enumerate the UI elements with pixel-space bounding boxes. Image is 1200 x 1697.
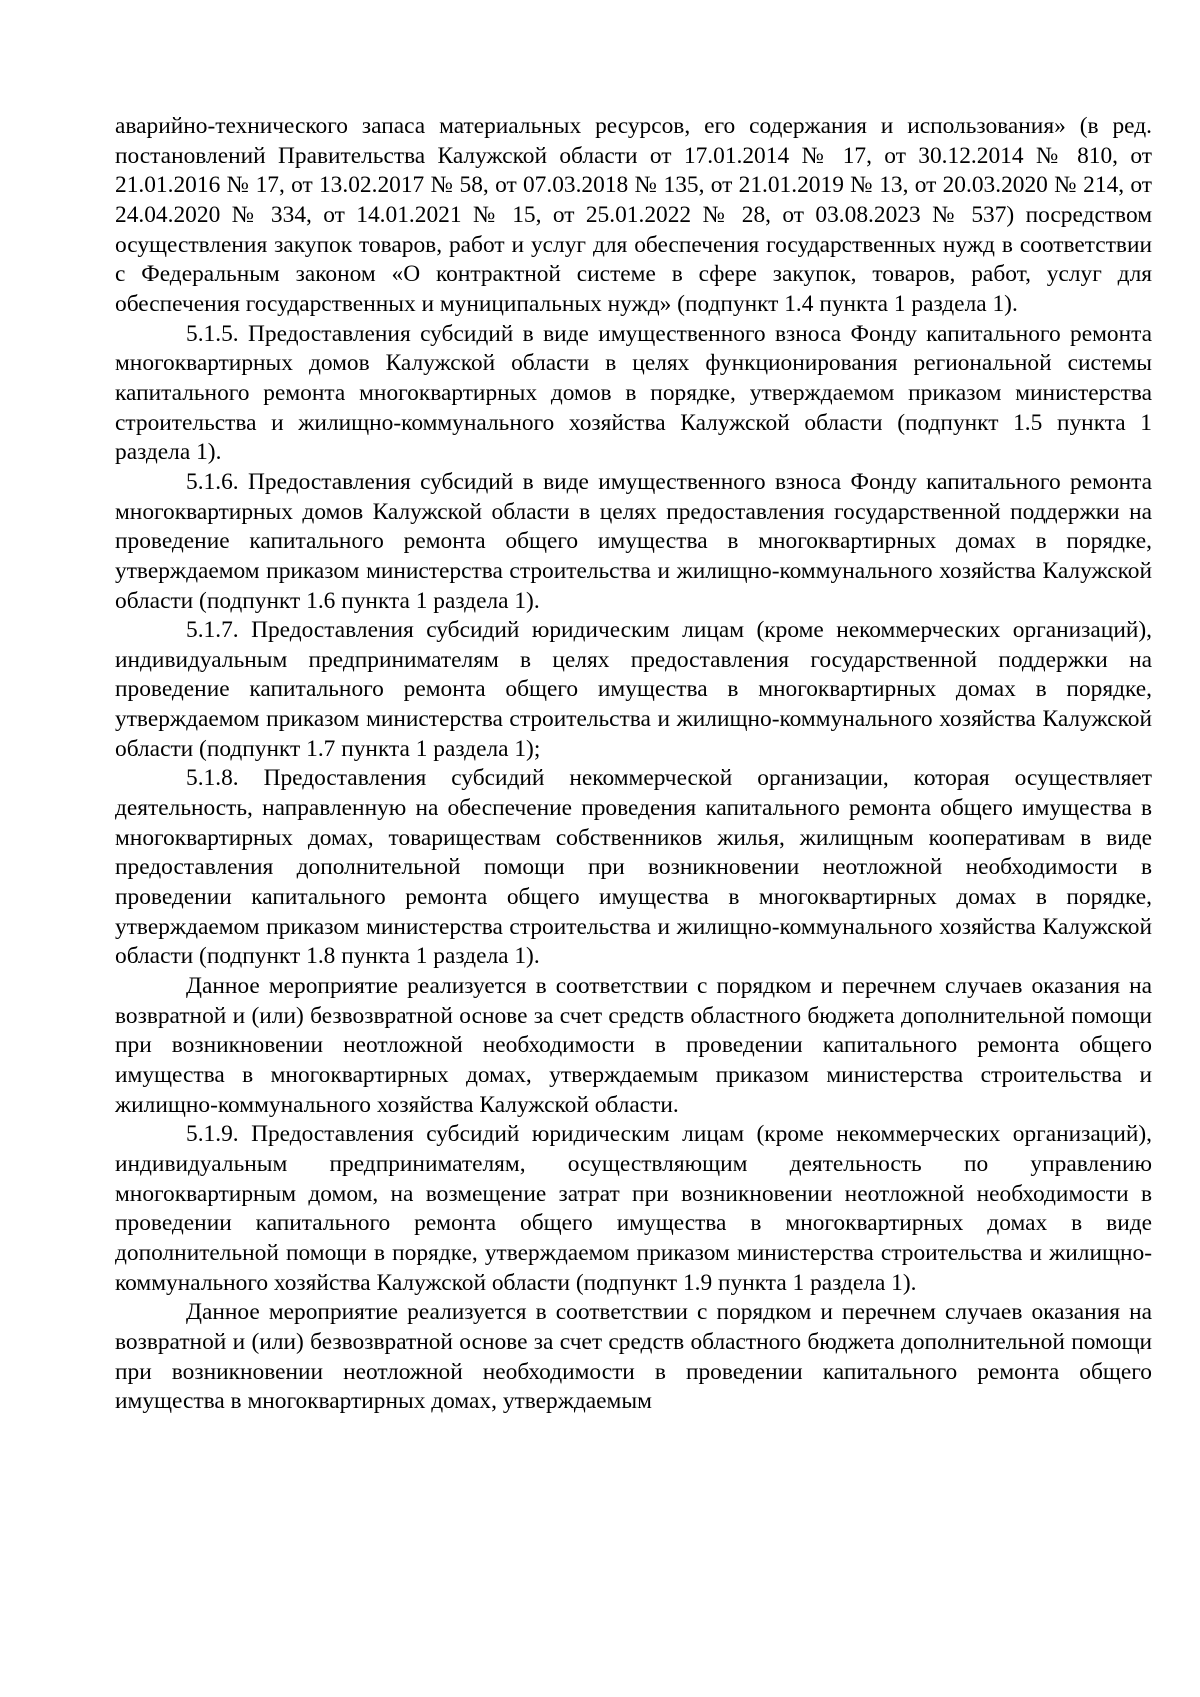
paragraph-5-1-6: 5.1.6. Предоставления субсидий в виде имущественного взноса Фонду капитального ремонта многоквартирных домов Калужской области в целях предоставления государственной поддержки на проведение капитального ремонта общего имущества в многоквартирных домах в порядке, утверждаемом приказом министерства строительства и жилищно-коммунального хозяйства Калужской области (подпункт 1.6 пункта 1 раздела 1). [115, 468, 1152, 614]
paragraph-5-1-8-note: Данное мероприятие реализуется в соответствии с порядком и перечнем случаев оказания на возвратной и (или) безвозвратной основе за счет средств областного бюджета дополнительной помощи при возникновении неотложной необходимости в проведении капитального ремонта общего имущества в многоквартирных домах, утверждаемым приказом министерства строительства и жилищно-коммунального хозяйства Калужской области. [115, 973, 1152, 1118]
paragraph-continuation-1-4: аварийно-технического запаса материальных ресурсов, его содержания и использования» (в ред. постановлений Правительства Калужской области от 17.01.2014 № 17, от 30.12.2014 № 810, от 21.01.2016 № 17, от 13.02.2017 № 58, от 07.03.2018 № 135, от 21.01.2019 № 13, от 20.03.2020 № 214, от 24.04.2020 № 334, от 14.01.2021 № 15, от 25.01.2022 № 28, от 03.08.2023 № 537) посредством осуществления закупок товаров, работ и услуг для обеспечения государственных нужд в соответствии с Федеральным законом «О контрактной системе в сфере закупок, товаров, работ, услуг для обеспечения государственных и муниципальных нужд» (подпункт 1.4 пункта 1 раздела 1). [115, 113, 1152, 317]
paragraph-5-1-9-note: Данное мероприятие реализуется в соответствии с порядком и перечнем случаев оказания на возвратной и (или) безвозвратной основе за счет средств областного бюджета дополнительной помощи при возникновении неотложной необходимости в проведении капитального ремонта общего имущества в многоквартирных домах, утверждаемым [115, 1299, 1152, 1415]
paragraph-5-1-8: 5.1.8. Предоставления субсидий некоммерческой организации, которая осуществляет деятельность, направленную на обеспечение проведения капитального ремонта общего имущества в многоквартирных домах, товариществам собственников жилья, жилищным кооперативам в виде предоставления дополнительной помощи при возникновении неотложной необходимости в проведении капитального ремонта общего имущества в многоквартирных домах в порядке, утверждаемом приказом министерства строительства и жилищно-коммунального хозяйства Калужской области (подпункт 1.8 пункта 1 раздела 1). [115, 765, 1152, 970]
paragraph-5-1-5: 5.1.5. Предоставления субсидий в виде имущественного взноса Фонду капитального ремонта многоквартирных домов Калужской области в целях функционирования региональной системы капитального ремонта многоквартирных домов в порядке, утверждаемом приказом министерства строительства и жилищно-коммунального хозяйства Калужской области (подпункт 1.5 пункта 1 раздела 1). [115, 320, 1152, 466]
document-page [115, 112, 1152, 1417]
paragraph-5-1-7: 5.1.7. Предоставления субсидий юридическим лицам (кроме некоммерческих организаций), индивидуальным предпринимателям в целях предоставления государственной поддержки на проведение капитального ремонта общего имущества в многоквартирных домах в порядке, утверждаемом приказом министерства строительства и жилищно-коммунального хозяйства Калужской области (подпункт 1.7 пункта 1 раздела 1); [115, 617, 1152, 762]
paragraph-5-1-9: 5.1.9. Предоставления субсидий юридическим лицам (кроме некоммерческих организаций), индивидуальным предпринимателям, осуществляющим деятельность по управлению многоквартирным домом, на возмещение затрат при возникновении неотложной необходимости в проведении капитального ремонта общего имущества в многоквартирных домах в виде дополнительной помощи в порядке, утверждаемом приказом министерства строительства и жилищно-коммунального хозяйства Калужской области (подпункт 1.9 пункта 1 раздела 1). [115, 1121, 1152, 1296]
